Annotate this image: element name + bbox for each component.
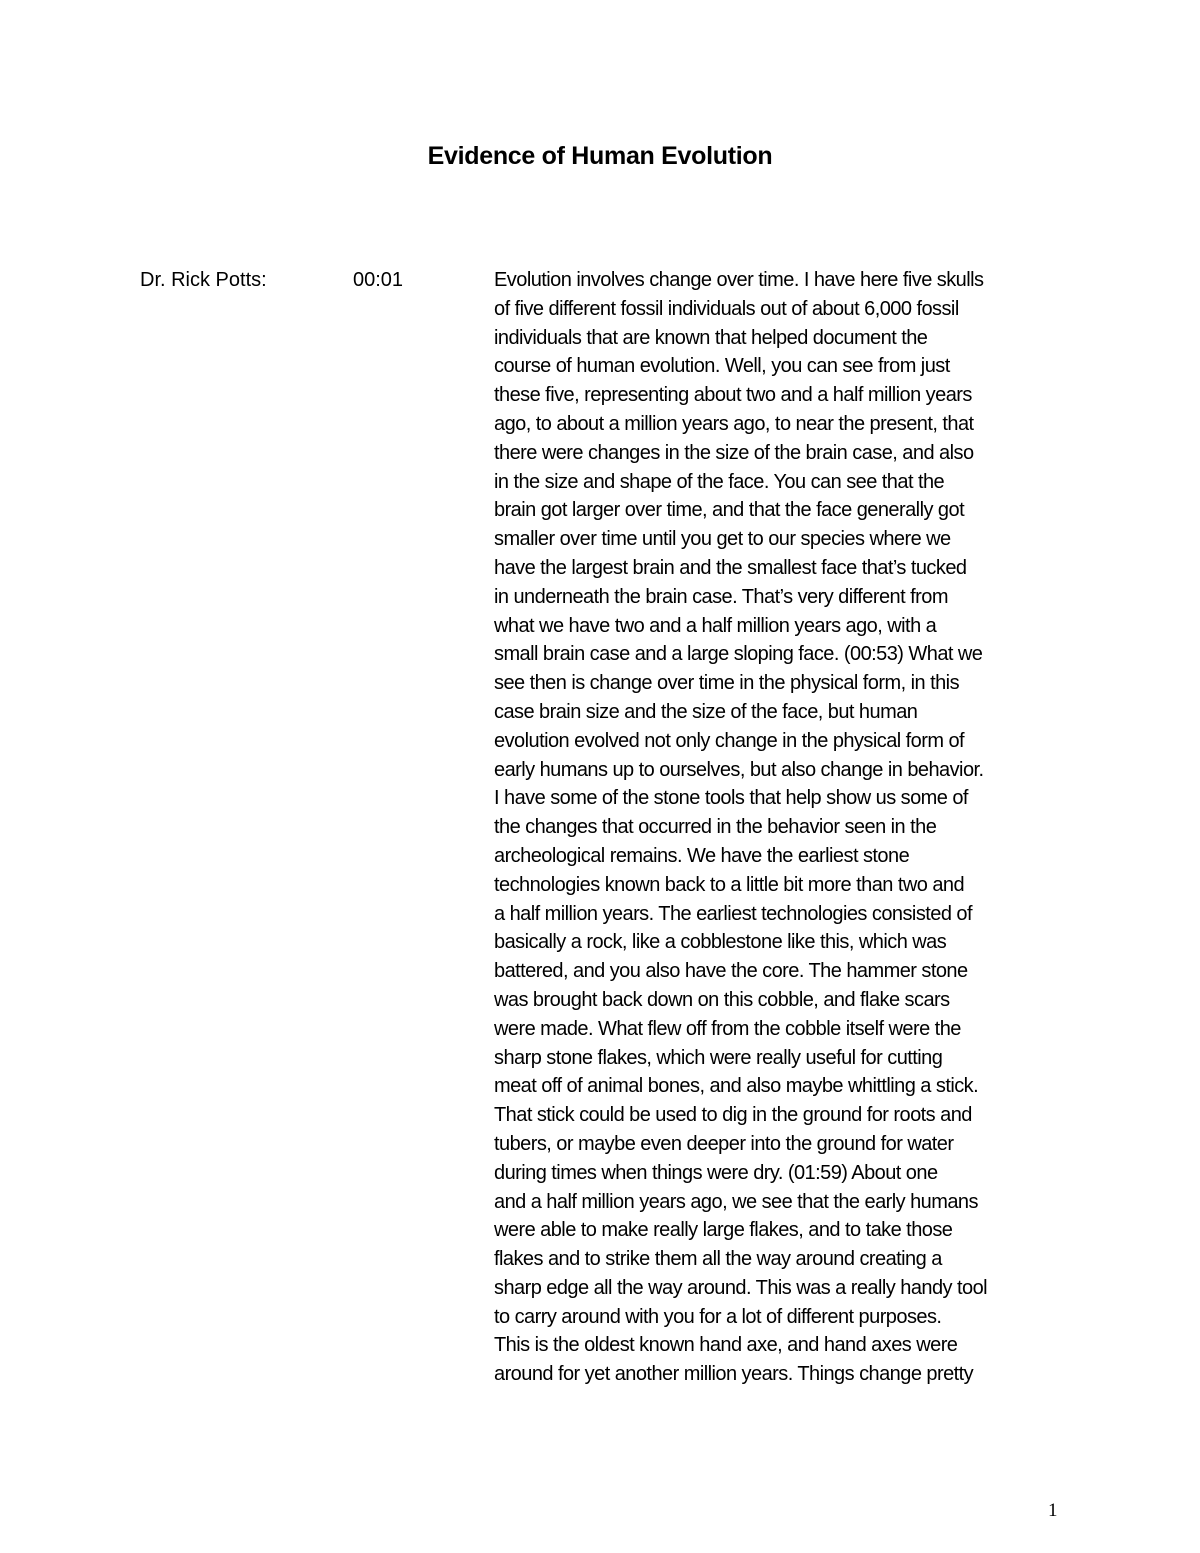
transcript-line: early humans up to ourselves, but also change in behavior. bbox=[494, 758, 984, 781]
transcript-line: smaller over time until you get to our species where we bbox=[494, 528, 951, 551]
transcript-line: sharp stone flakes, which were really useful for cutting bbox=[494, 1046, 943, 1069]
transcript-line: was brought back down on this cobble, and flake scars bbox=[494, 988, 950, 1011]
timestamp: 00:01 bbox=[353, 269, 404, 291]
transcript-line: the changes that occurred in the behavior seen in the bbox=[494, 816, 937, 839]
page-number: 1 bbox=[1048, 1500, 1058, 1521]
transcript-line: around for yet another million years. Things change pretty bbox=[494, 1363, 974, 1386]
transcript-line: ago, to about a million years ago, to near the present, that bbox=[494, 412, 974, 435]
transcript-line: in underneath the brain case. That’s very different from bbox=[494, 585, 948, 608]
transcript-line: archeological remains. We have the earliest stone bbox=[494, 844, 910, 867]
speaker-name: Dr. Rick Potts: bbox=[140, 269, 267, 291]
transcript-line: This is the oldest known hand axe, and hand axes were bbox=[494, 1334, 958, 1357]
transcript-line: basically a rock, like a cobblestone like this, which was bbox=[494, 931, 947, 954]
transcript-line: evolution evolved not only change in the physical form of bbox=[494, 729, 965, 752]
transcript-line: flakes and to strike them all the way around creating a bbox=[494, 1248, 942, 1271]
transcript-line: of five different fossil individuals out of about 6,000 fossil bbox=[494, 297, 959, 320]
transcript-line: what we have two and a half million years ago, with a bbox=[494, 614, 937, 637]
transcript-line: individuals that are known that helped document the bbox=[494, 326, 928, 349]
transcript-text bbox=[494, 266, 1064, 1389]
transcript-line: a half million years. The earliest technologies consisted of bbox=[494, 902, 973, 925]
transcript-line: That stick could be used to dig in the ground for roots and bbox=[494, 1104, 972, 1127]
transcript-line: Evolution involves change over time. I have here five skulls bbox=[494, 269, 984, 291]
transcript-line: in the size and shape of the face. You can see that the bbox=[494, 470, 945, 493]
transcript-line: brain got larger over time, and that the face generally got bbox=[494, 499, 965, 522]
transcript-line: see then is change over time in the physical form, in this bbox=[494, 672, 960, 695]
transcript-line: sharp edge all the way around. This was a really handy tool bbox=[494, 1276, 988, 1299]
transcript-line: meat off of animal bones, and also maybe whittling a stick. bbox=[494, 1075, 979, 1098]
transcript-line: technologies known back to a little bit more than two and bbox=[494, 873, 965, 896]
transcript-line: small brain case and a large sloping face. (00:53) What we bbox=[494, 643, 983, 666]
transcript-line: were made. What flew off from the cobble itself were the bbox=[494, 1017, 961, 1040]
transcript-line: I have some of the stone tools that help show us some of bbox=[494, 787, 968, 810]
transcript-line: battered, and you also have the core. The hammer stone bbox=[494, 960, 968, 983]
page-title: Evidence of Human Evolution bbox=[427, 142, 773, 170]
transcript-line: there were changes in the size of the brain case, and also bbox=[494, 441, 974, 464]
transcript-line: were able to make really large flakes, and to take those bbox=[494, 1219, 953, 1242]
transcript-line: and a half million years ago, we see that the early humans bbox=[494, 1190, 978, 1213]
transcript-line: case brain size and the size of the face, but human bbox=[494, 700, 918, 723]
transcript-line: course of human evolution. Well, you can see from just bbox=[494, 355, 950, 378]
transcript-line: have the largest brain and the smallest face that’s tucked bbox=[494, 556, 967, 579]
transcript-line: these five, representing about two and a half million years bbox=[494, 384, 972, 407]
transcript-line: to carry around with you for a lot of different purposes. bbox=[494, 1305, 942, 1328]
transcript-line: during times when things were dry. (01:59) About one bbox=[494, 1161, 938, 1184]
transcript-line: tubers, or maybe even deeper into the ground for water bbox=[494, 1132, 954, 1155]
